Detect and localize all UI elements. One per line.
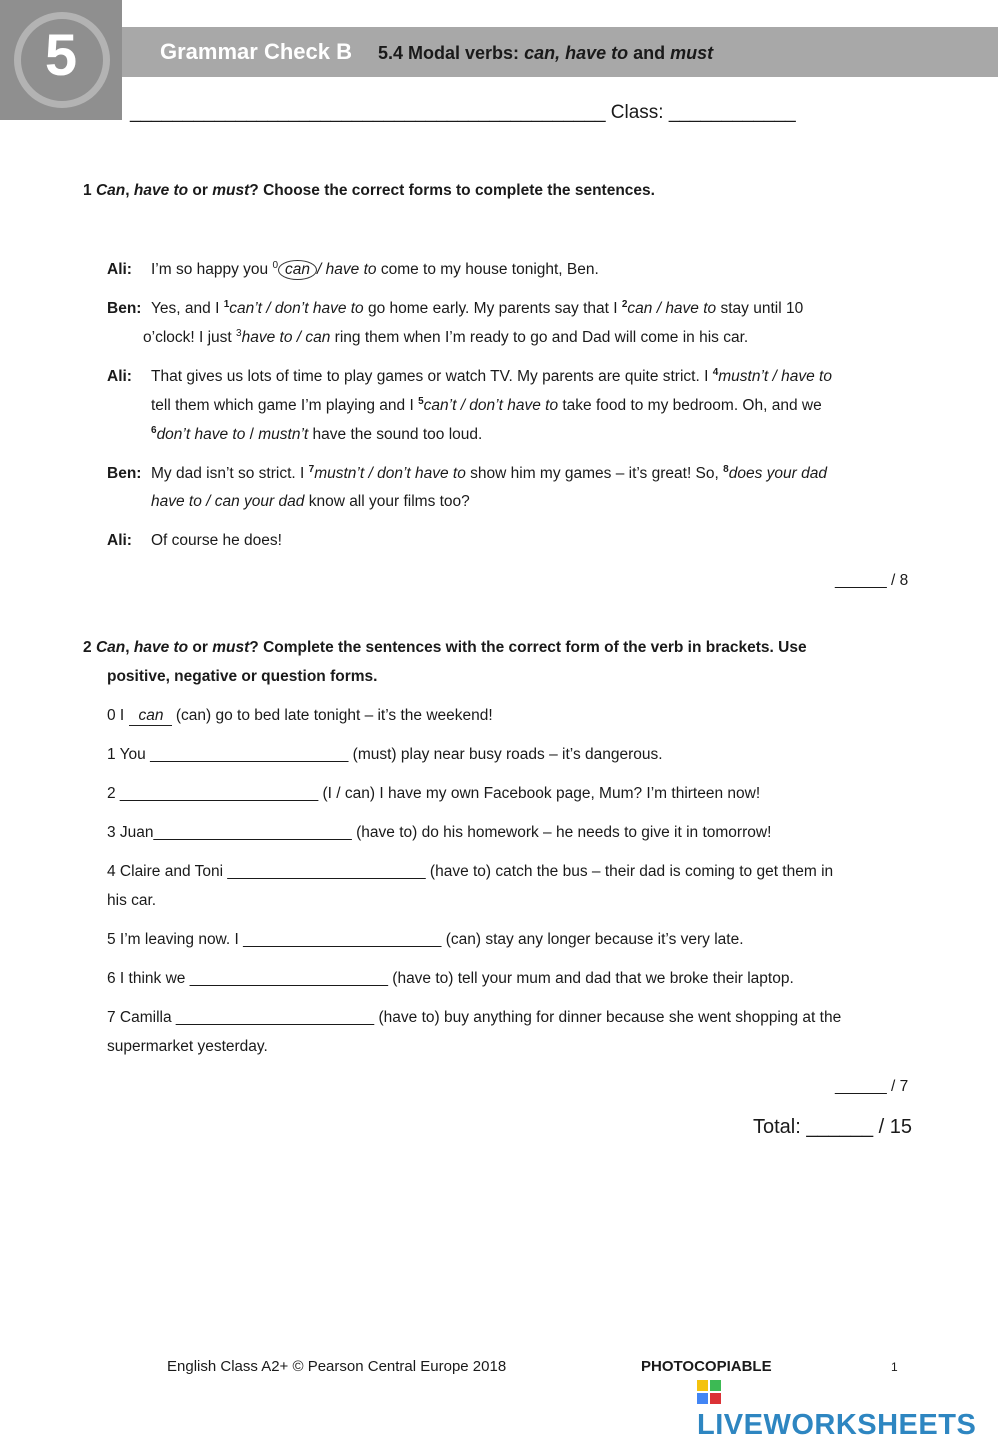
sentence-4[interactable]: 4 Claire and Toni _______________________ (have to) catch the bus – their dad is coming to get them in	[107, 863, 834, 880]
exercise-2-title-line-2: positive, negative or question forms.	[107, 668, 378, 685]
answer-0-circled: can	[278, 260, 317, 280]
dialogue-line-4: Ali: Of course he does!	[107, 532, 282, 549]
dialogue-line-3: Ben: My dad isn’t so strict. I $^7$mustn’t / don’t have to show him my games – it’s great! So, $^8$does your dad	[107, 464, 827, 483]
choice-7[interactable]: mustn’t / don’t have to	[314, 465, 466, 483]
sentence-7-continued: supermarket yesterday.	[107, 1038, 268, 1055]
footer-photocopiable: PHOTOCOPIABLE	[641, 1358, 772, 1375]
sentence-4-continued: his car.	[107, 892, 157, 909]
exercise-1-title: 1 Can, have to or must? Choose the correct forms to complete the sentences.	[83, 182, 655, 199]
dialogue-line-2: Ali: That gives us lots of time to play games or watch TV. My parents are quite strict. I $^4$mustn’t / have to	[107, 367, 832, 386]
choice-4[interactable]: mustn’t / have to	[718, 368, 832, 386]
liveworksheets-logo: LIVEWORKSHEETS	[697, 1376, 1000, 1442]
choice-5[interactable]: can’t / don’t have to	[423, 397, 559, 415]
dialogue-line-2b: tell them which game I’m playing and I $^5$can’t / don’t have to take food to my bedroom. Oh, and we	[151, 396, 822, 415]
total-score: Total: ______ / 15	[753, 1116, 913, 1138]
worksheet-subtitle: 5.4 Modal verbs: can, have to and must	[378, 43, 714, 63]
worksheet-title: Grammar Check B	[160, 39, 352, 64]
unit-number: 5	[44, 23, 78, 88]
choice-6[interactable]: don’t have to / mustn’t	[156, 426, 309, 444]
example-answer: can	[138, 707, 164, 724]
dialogue-line-1: Ben: Yes, and I $^1$can’t / don’t have to go home early. My parents say that I $^2$can / have to stay until 10	[107, 299, 804, 318]
sentence-0: 0 I can (can) go to bed late tonight – it’s the weekend!	[107, 707, 493, 724]
footer-page-number: 1	[891, 1360, 898, 1374]
sentence-2[interactable]: 2 _______________________ (I / can) I have my own Facebook page, Mum? I’m thirteen now!	[107, 785, 761, 802]
exercise-2-title: 2 Can, have to or must? Complete the sentences with the correct form of the verb in brackets. Use	[83, 639, 807, 656]
sentence-1[interactable]: 1 You _______________________ (must) play near busy roads – it’s dangerous.	[107, 746, 663, 763]
name-class-line[interactable]: _____________________________________________ Class: ____________	[130, 102, 796, 123]
dialogue-line-3b: have to / can your dad know all your films too?	[151, 493, 470, 510]
choice-3[interactable]: have to / can	[241, 329, 331, 347]
footer-copyright: English Class A2+ © Pearson Central Europe 2018	[167, 1358, 507, 1375]
choice-2[interactable]: can / have to	[627, 300, 717, 318]
sentence-5[interactable]: 5 I’m leaving now. I _______________________ (can) stay any longer because it’s very late.	[107, 931, 744, 948]
exercise-2-score: ______ / 7	[835, 1078, 909, 1095]
choice-8-part-1[interactable]: does your dad	[728, 465, 827, 483]
sentence-7[interactable]: 7 Camilla _______________________ (have to) buy anything for dinner because she went shopping at the	[107, 1009, 842, 1026]
choice-1[interactable]: can’t / don’t have to	[229, 300, 364, 318]
exercise-1-score: ______ / 8	[835, 572, 909, 589]
choice-8-part-2[interactable]: have to / can your dad	[151, 493, 305, 510]
sentence-6[interactable]: 6 I think we _______________________ (have to) tell your mum and dad that we broke their laptop.	[107, 970, 794, 987]
sentence-3[interactable]: 3 Juan_______________________ (have to) do his homework – he needs to give it in tomorrow!	[107, 824, 772, 841]
dialogue-line-1b: o’clock! I just $^3$have to / can ring them when I’m ready to go and Dad will come in his car.	[143, 328, 749, 347]
liveworksheets-icon	[697, 1380, 721, 1404]
dialogue-line-2c: $^6$don’t have to / mustn’t have the sound too loud.	[151, 425, 483, 444]
dialogue-line-0: Ali: I’m so happy you $^0$ can / have to come to my house tonight, Ben.	[107, 260, 599, 279]
